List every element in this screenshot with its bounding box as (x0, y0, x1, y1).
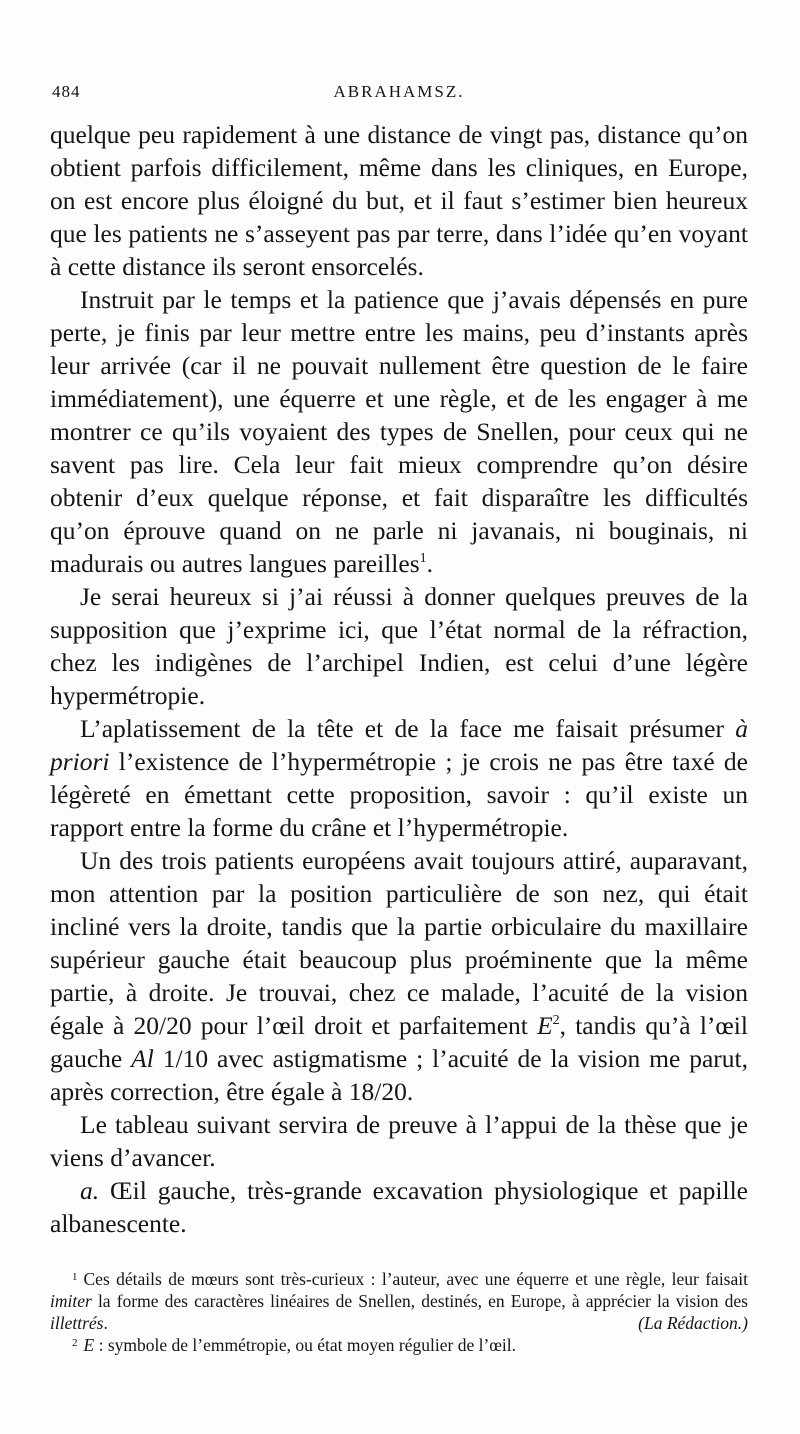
footnotes (50, 1268, 748, 1356)
list-label-a: a. (80, 1176, 100, 1205)
paragraph-4-text-b: l’existence de l’hypermétropie ; je crois ne pas être taxé de légèreté en émettant cette proposition, savoir : qu’il existe un rapport entre la forme du crâne et l’hypermétropie. (50, 747, 748, 842)
page-header (50, 82, 748, 118)
running-head: ABRAHAMSZ. (333, 82, 465, 101)
paragraph-2-text: Instruit par le temps et la patience que j’avais dépensés en pure perte, je finis par leur mettre entre les mains, peu d’instants après leur arrivée (car il ne pouvait nullement être question de le faire immédiatement), une équerre et une règle, et de les engager à me montrer ce qu’ils voyaient des types de Snellen, pour ceux qui ne savent pas lire. Cela leur fait mieux comprendre qu’on désire obtenir d’eux quelque réponse, et fait disparaître les difficultés qu’on éprouve quand on ne parle ni javanais, ni bouginais, ni madurais ou autres langues pareilles (50, 285, 748, 578)
paragraph-1 (50, 118, 748, 283)
footnote-1-text-b: la forme des caractères linéaires de Snellen, destinés, en Europe, à apprécier la vision des (91, 1291, 748, 1311)
paragraph-5-text-c: 1/10 avec astigmatisme ; l’acuité de la vision me parut, après correction, être égale à 18/20. (50, 1044, 748, 1106)
paragraph-4-text-a: L’aplatissement de la tête et de la face me faisait présumer (80, 714, 736, 743)
footnote-1-attribution: (La Rédaction.) (638, 1313, 748, 1333)
footnote-ref-1: 1 (419, 551, 427, 566)
footnote-2 (50, 1334, 748, 1356)
paragraph-5-text-b: , tandis qu’à l’œil gauche (50, 1011, 748, 1073)
paragraph-3-text: Je serai heureux si j’ai réussi à donner quelques preuves de la supposition que j’exprime ici, que l’état normal de la réfraction, chez les indigènes de l’archipel Indien, est celui d’une légère hypermétropie. (50, 582, 748, 710)
paragraph-7-text: Œil gauche, très-grande excavation physiologique et papille albanescente. (50, 1176, 748, 1238)
paragraph-2-end: . (426, 549, 434, 578)
paragraph-5 (50, 844, 748, 1108)
footnote-2-mark: 2 (72, 1337, 78, 1349)
paragraph-2 (50, 283, 748, 580)
page-number: 484 (52, 82, 81, 101)
paragraph-5-text-a: Un des trois patients européens avait toujours attiré, auparavant, mon attention par la position particulière de son nez, qui était incliné vers la droite, tandis que la partie orbiculaire du maxillaire supérieur gauche était beaucoup plus proéminente que la même partie, à droite. Je trouvai, chez ce malade, l’acuité de la vision égale à 20/20 pour l’œil droit et parfaitement (50, 846, 748, 1040)
paragraph-6 (50, 1108, 748, 1174)
paragraph-6-text: Le tableau suivant servira de preuve à l’appui de la thèse que je viens d’avancer. (50, 1110, 748, 1172)
italic-a-priori: à priori (50, 714, 748, 776)
footnote-1-italic-imiter: imiter (50, 1291, 92, 1311)
paragraph-7 (50, 1174, 748, 1240)
paragraph-3 (50, 580, 748, 712)
footnote-1 (50, 1268, 748, 1334)
footnote-2-text: : symbole de l’emmétropie, ou état moyen régulier de l’œil. (94, 1335, 517, 1355)
footnote-2-symbol-e: E (83, 1335, 95, 1355)
symbol-e: E (537, 1011, 553, 1040)
paragraph-4 (50, 712, 748, 844)
footnote-ref-2: 2 (552, 1013, 560, 1028)
footnote-1-text-c: . (103, 1313, 108, 1333)
footnote-1-italic-illettres: illettrés (50, 1313, 104, 1333)
symbol-al: Al (131, 1044, 154, 1073)
footnote-1-mark: 1 (72, 1271, 78, 1283)
footnote-1-text-a: Ces détails de mœurs sont très-curieux : l’auteur, avec une équerre et une règle, leur faisait (83, 1269, 748, 1289)
body-text (50, 118, 748, 1240)
paragraph-1-text: quelque peu rapidement à une distance de vingt pas, distance qu’on obtient parfois difficilement, même dans les cliniques, en Europe, on est encore plus éloigné du but, et il faut s’estimer bien heureux que les patients ne s’asseyent pas par terre, dans l’idée qu’en voyant à cette distance ils seront ensorcelés. (50, 120, 748, 281)
